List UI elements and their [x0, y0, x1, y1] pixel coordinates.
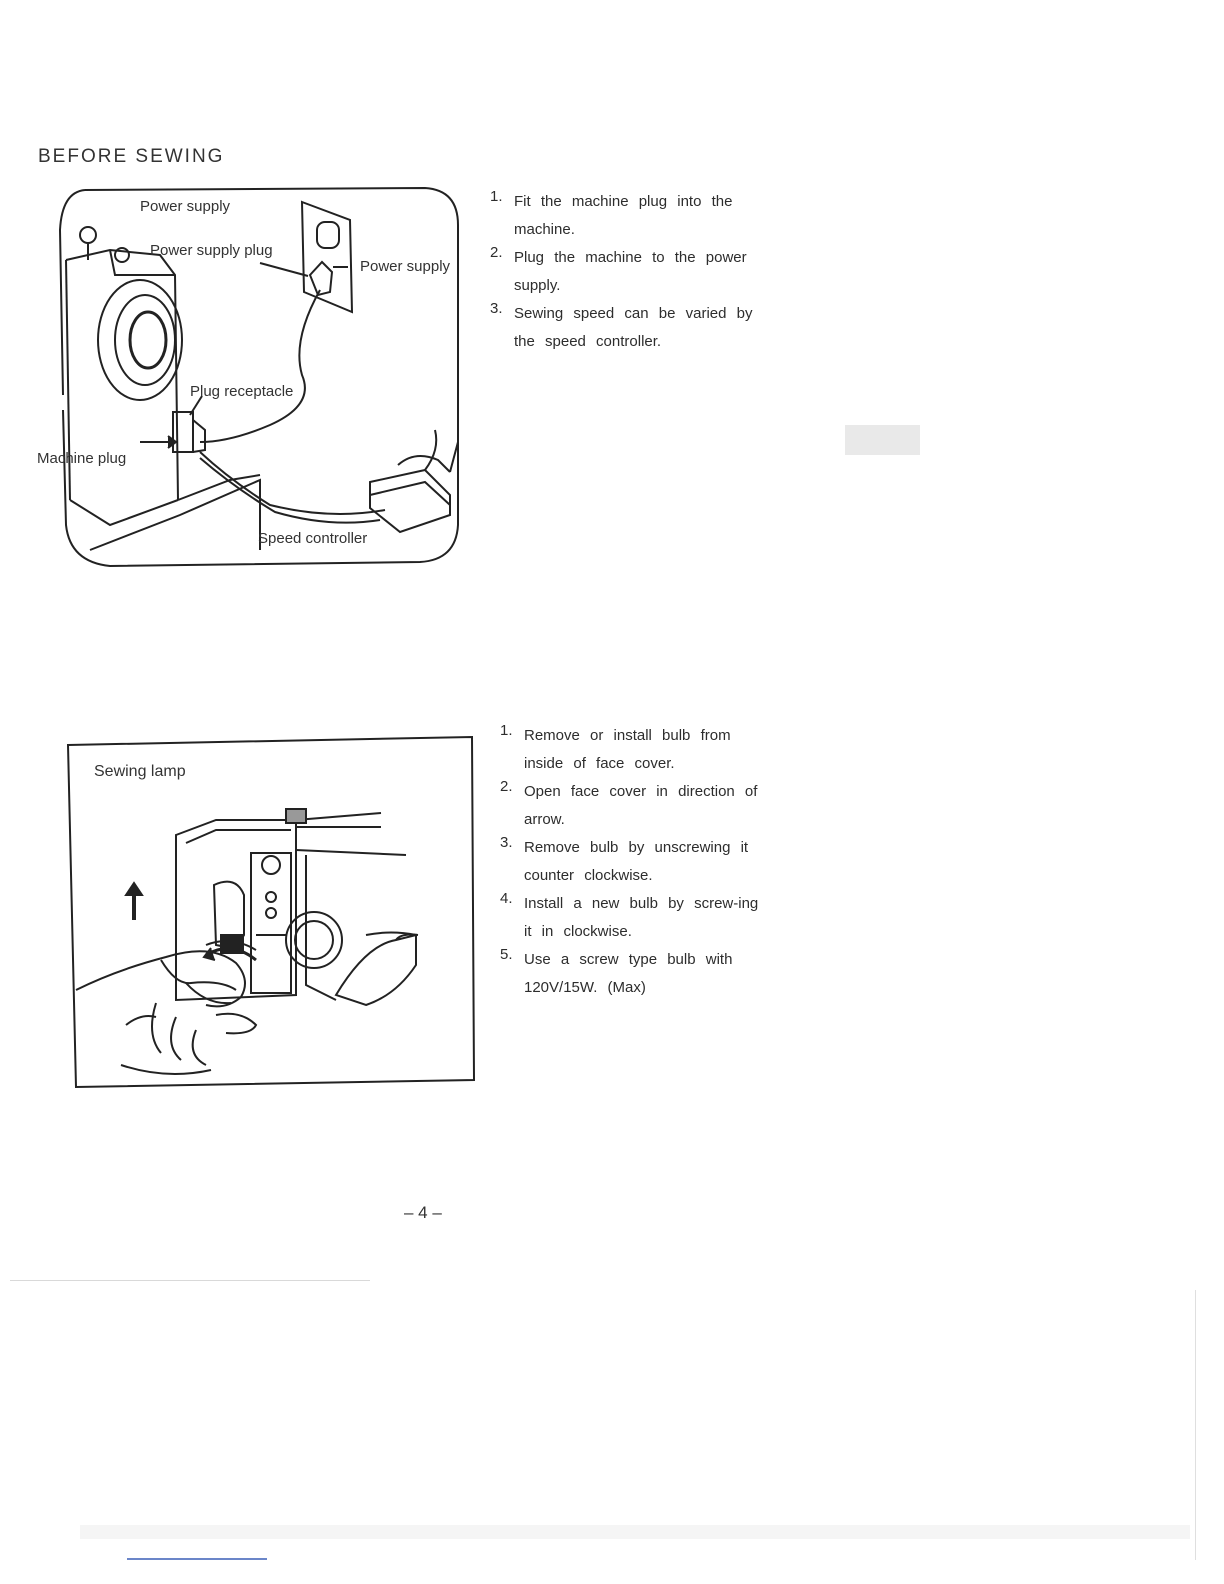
label-speed-controller: Speed controller [258, 530, 368, 547]
label-sewing-lamp: Sewing lamp [94, 763, 186, 780]
step-text: Install a new bulb by screw-ing it in clockwise. [524, 895, 759, 940]
step-text: Open face cover in direction of arrow. [524, 783, 758, 828]
step-number: 5. [500, 946, 513, 963]
step-text: Remove bulb by unscrewing it counter clockwise. [524, 839, 749, 884]
sewing-lamp-figure [66, 735, 476, 1090]
step-number: 2. [490, 244, 503, 261]
scan-artifact [80, 1525, 1190, 1539]
step-number: 3. [500, 834, 513, 851]
list-item [490, 188, 760, 244]
power-supply-illustration [30, 180, 470, 575]
list-item [500, 778, 768, 834]
list-item [500, 946, 768, 1002]
step-text: Sewing speed can be varied by the speed controller. [514, 305, 753, 350]
power-supply-figure [30, 180, 470, 575]
scan-artifact [127, 1558, 267, 1560]
step-number: 1. [500, 722, 513, 739]
step-number: 2. [500, 778, 513, 795]
step-number: 3. [490, 300, 503, 317]
list-item [490, 300, 760, 356]
step-text: Use a screw type bulb with 120V/15W. (Max) [524, 951, 733, 996]
scan-artifact [845, 425, 920, 455]
list-item [500, 890, 768, 946]
label-machine-plug: Machine plug [37, 450, 127, 467]
label-power-supply-right: Power supply [360, 258, 451, 275]
step-text: Fit the machine plug into the machine. [514, 193, 733, 238]
power-steps-list [490, 188, 760, 356]
section-title: BEFORE SEWING [38, 146, 225, 167]
page-number: – 4 – [404, 1203, 442, 1222]
lamp-steps-list [500, 722, 768, 1002]
step-text: Plug the machine to the power supply. [514, 249, 747, 294]
list-item [500, 834, 768, 890]
scan-artifact [1195, 1290, 1196, 1560]
label-power-supply-top: Power supply [140, 198, 231, 215]
list-item [500, 722, 768, 778]
label-plug-receptacle: Plug receptacle [190, 383, 294, 400]
scan-artifact [10, 1280, 370, 1281]
step-number: 4. [500, 890, 513, 907]
step-text: Remove or install bulb from inside of face cover. [524, 727, 731, 772]
sewing-lamp-illustration [66, 735, 476, 1090]
step-number: 1. [490, 188, 503, 205]
list-item [490, 244, 760, 300]
label-power-supply-plug: Power supply plug [150, 242, 273, 259]
